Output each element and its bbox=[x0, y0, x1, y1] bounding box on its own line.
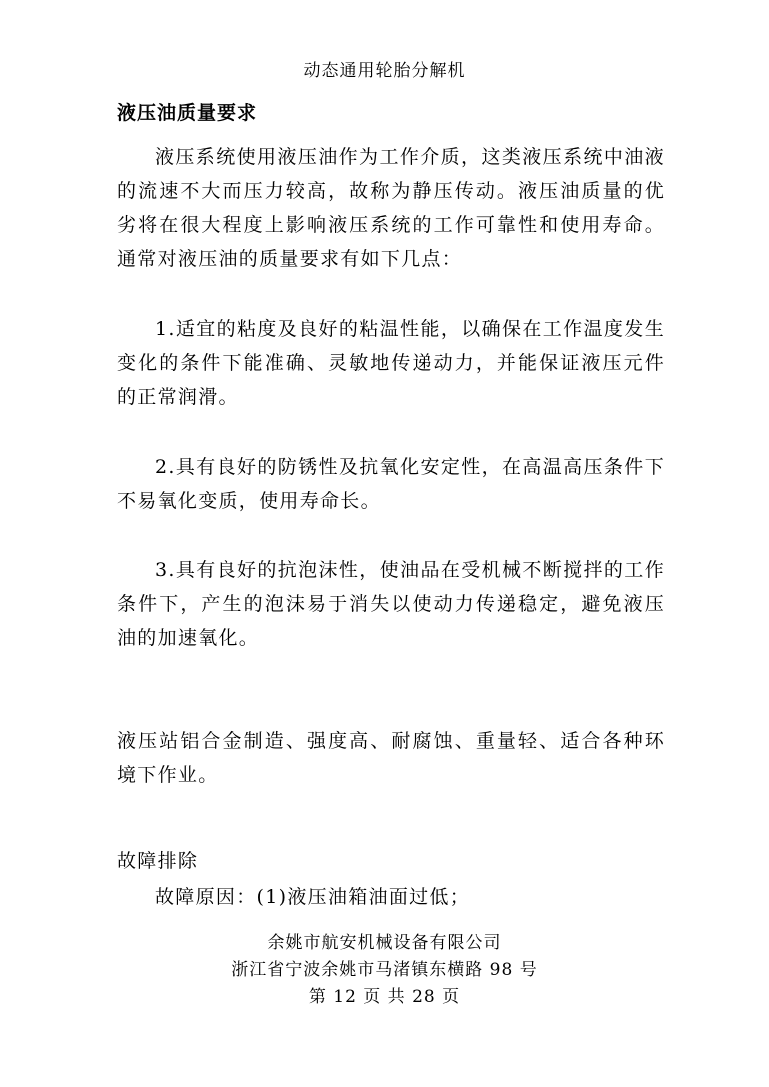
requirement-item-3: 3.具有良好的抗泡沫性，使油品在受机械不断搅拌的工作条件下，产生的泡沫易于消失以使动力传递稳定，避免液压油的加速氧化。 bbox=[117, 559, 665, 649]
fault-cause-line: 故障原因：(1)液压油箱油面过低； bbox=[155, 886, 471, 908]
footer-company: 余姚市航安机械设备有限公司 bbox=[267, 933, 502, 953]
intro-paragraph: 液压系统使用液压油作为工作介质，这类液压系统中油液的流速不大而压力较高，故称为静压传动。液压油质量的优劣将在很大程度上影响液压系统的工作可靠性和使用寿命。通常对液压油的质量要求有如下几点： bbox=[117, 146, 665, 270]
page-header-title: 动态通用轮胎分解机 bbox=[303, 61, 466, 81]
requirement-item-2: 2.具有良好的防锈性及抗氧化安定性，在高温高压条件下不易氧化变质，使用寿命长。 bbox=[117, 456, 665, 512]
footer-address: 浙江省宁波余姚市马渚镇东横路 98 号 bbox=[231, 960, 538, 980]
footer-page-info: 第 12 页 共 28 页 bbox=[308, 987, 461, 1007]
troubleshooting-heading: 故障排除 bbox=[117, 850, 199, 872]
requirement-item-1: 1.适宜的粘度及良好的粘温性能，以确保在工作温度发生变化的条件下能准确、灵敏地传递动力，并能保证液压元件的正常润滑。 bbox=[117, 318, 665, 408]
section-heading: 液压油质量要求 bbox=[117, 102, 258, 124]
station-note-paragraph: 液压站铝合金制造、强度高、耐腐蚀、重量轻、适合各种环境下作业。 bbox=[117, 730, 665, 786]
